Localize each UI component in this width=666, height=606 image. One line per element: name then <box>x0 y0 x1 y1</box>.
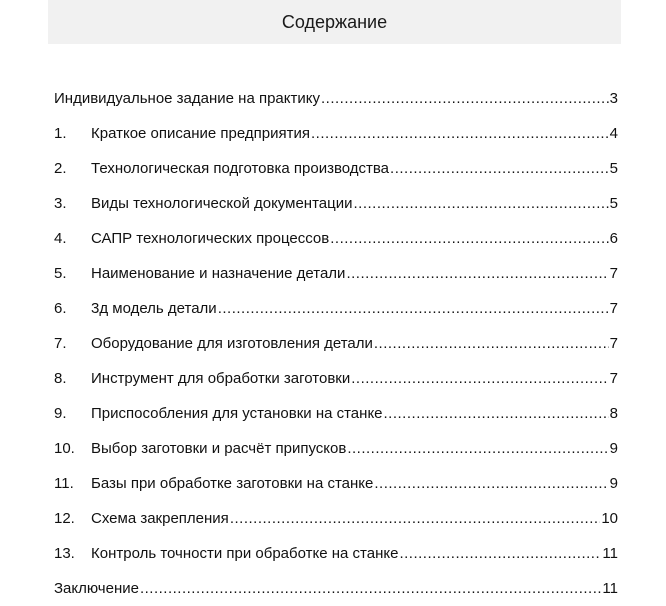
toc-entry-page-number: 7 <box>609 334 618 352</box>
toc-entry[interactable] <box>54 571 618 606</box>
toc-entry-page-number: 5 <box>609 159 618 177</box>
toc-entry-page-number: 11 <box>602 544 618 562</box>
toc-entry-number: 5. <box>54 264 67 282</box>
toc-entry-title: Приспособления для установки на станке <box>91 404 383 422</box>
toc-entry-page-number: 5 <box>609 194 618 212</box>
toc-entry-title: Наименование и назначение детали <box>91 264 346 282</box>
toc-entry-number: 11. <box>54 474 74 492</box>
toc-dot-leader <box>218 300 609 318</box>
toc-dot-leader <box>384 405 609 423</box>
toc-entry[interactable] <box>54 186 618 221</box>
toc-entry[interactable] <box>54 361 618 396</box>
toc-entry-number: 9. <box>54 404 67 422</box>
toc-dot-leader <box>346 265 608 283</box>
toc-entry-page-number: 11 <box>602 579 618 597</box>
toc-entry[interactable] <box>54 396 618 431</box>
toc-entry-title: САПР технологических процессов <box>91 229 330 247</box>
toc-entry-title: Контроль точности при обработке на станке <box>91 544 399 562</box>
toc-entry[interactable] <box>54 431 618 466</box>
toc-dot-leader <box>330 230 608 248</box>
toc-entry[interactable] <box>54 116 618 151</box>
toc-entry-title: Краткое описание предприятия <box>91 124 310 142</box>
toc-dot-leader <box>351 370 608 388</box>
toc-entry-page-number: 6 <box>609 229 618 247</box>
toc-entry-title: Базы при обработке заготовки на станке <box>91 474 374 492</box>
toc-dot-leader <box>230 510 601 528</box>
toc-dot-leader <box>374 335 609 353</box>
toc-entry-page-number: 7 <box>609 369 618 387</box>
toc-entry-page-number: 9 <box>609 474 618 492</box>
toc-entry-page-number: 4 <box>609 124 618 142</box>
toc-entry-number: 6. <box>54 299 67 317</box>
toc-dot-leader <box>390 160 609 178</box>
toc-entry[interactable] <box>54 536 618 571</box>
toc-dot-leader <box>374 475 608 493</box>
toc-entry-title: Заключение <box>54 579 139 597</box>
toc-entry[interactable] <box>54 466 618 501</box>
toc-entry-title: 3д модель детали <box>91 299 217 317</box>
toc-entry-page-number: 7 <box>609 299 618 317</box>
toc-entry-title: Оборудование для изготовления детали <box>91 334 373 352</box>
toc-entry-page-number: 3 <box>609 89 618 107</box>
toc-entry-title: Инструмент для обработки заготовки <box>91 369 351 387</box>
toc-entry[interactable] <box>54 501 618 536</box>
toc-entry-number: 13. <box>54 544 75 562</box>
toc-dot-leader <box>353 195 608 213</box>
toc-entry[interactable] <box>54 151 618 186</box>
toc-entry[interactable] <box>54 221 618 256</box>
toc-entry[interactable] <box>54 256 618 291</box>
toc-heading: Содержание <box>281 11 388 32</box>
toc-entry-number: 1. <box>54 124 67 142</box>
toc-dot-leader <box>347 440 608 458</box>
toc-entry-page-number: 8 <box>609 404 618 422</box>
toc-entry-page-number: 10 <box>601 509 618 527</box>
toc-entry-number: 3. <box>54 194 67 212</box>
toc-entry[interactable] <box>54 291 618 326</box>
toc-entry[interactable] <box>54 81 618 116</box>
toc-entry-number: 7. <box>54 334 67 352</box>
toc-entry-page-number: 7 <box>609 264 618 282</box>
toc-entry-number: 4. <box>54 229 67 247</box>
toc-heading-bar <box>48 0 621 44</box>
table-of-contents <box>54 81 618 606</box>
toc-entry-title: Виды технологической документации <box>91 194 353 212</box>
toc-entry-number: 12. <box>54 509 75 527</box>
toc-entry-page-number: 9 <box>609 439 618 457</box>
toc-entry-title: Схема закрепления <box>91 509 229 527</box>
toc-dot-leader <box>321 90 609 108</box>
toc-entry-title: Индивидуальное задание на практику <box>54 89 320 107</box>
toc-entry-number: 8. <box>54 369 67 387</box>
toc-dot-leader <box>140 580 601 598</box>
toc-dot-leader <box>399 545 601 563</box>
toc-entry-title: Технологическая подготовка производства <box>91 159 390 177</box>
toc-entry-number: 2. <box>54 159 67 177</box>
toc-entry-number: 10. <box>54 439 75 457</box>
toc-entry[interactable] <box>54 326 618 361</box>
toc-dot-leader <box>311 125 609 143</box>
toc-entry-title: Выбор заготовки и расчёт припусков <box>91 439 347 457</box>
